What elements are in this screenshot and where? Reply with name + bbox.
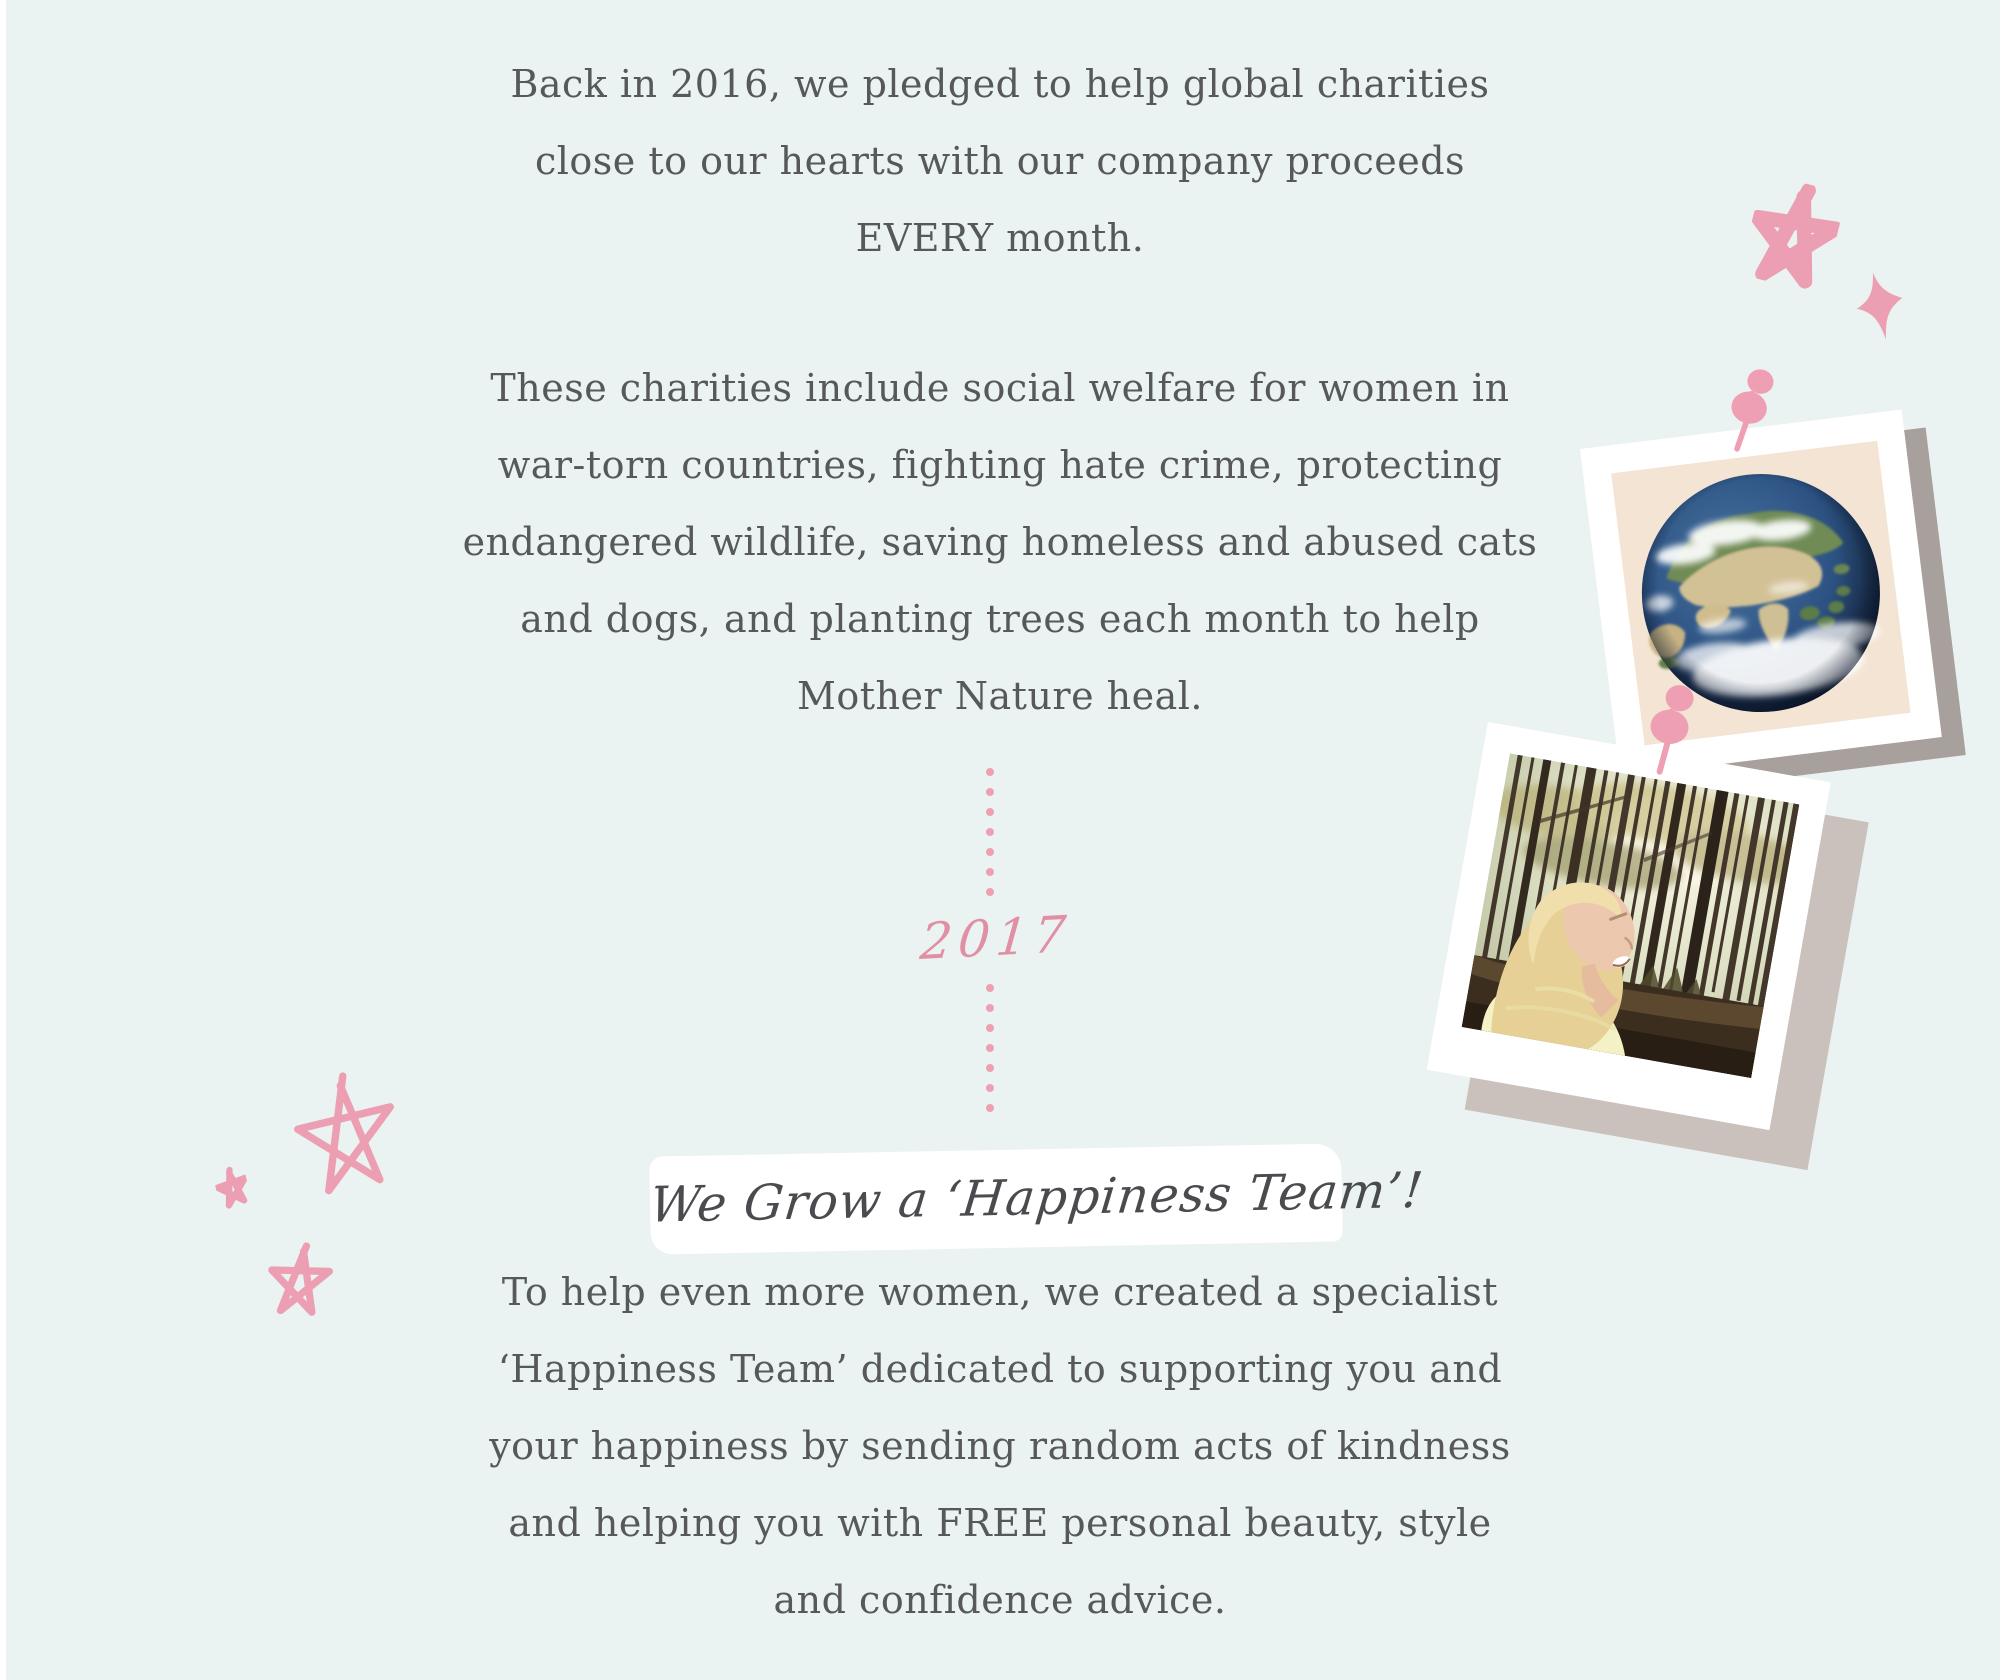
timeline-dot <box>986 1024 994 1032</box>
paragraph-line: These charities include social welfare for women in <box>490 366 1510 410</box>
star-doodle-icon <box>262 1238 337 1319</box>
pushpin-icon <box>1638 680 1714 780</box>
paragraph-line: endangered wildlife, saving homeless and abused cats <box>462 520 1538 564</box>
woman-polaroid <box>1427 722 1831 1130</box>
timeline-dot <box>986 1044 994 1052</box>
paragraph-line: To help even more women, we created a specialist <box>501 1270 1499 1314</box>
paragraph-line: EVERY month. <box>855 216 1145 260</box>
timeline-dot <box>986 984 994 992</box>
timeline-dot <box>986 768 994 776</box>
timeline-dot <box>986 1104 994 1112</box>
intro-paragraph <box>300 46 1700 277</box>
timeline-dot <box>986 1004 994 1012</box>
paragraph-line: Back in 2016, we pledged to help global charities <box>510 62 1490 106</box>
timeline-dot <box>986 888 994 896</box>
timeline-dot <box>986 1064 994 1072</box>
page-left-edge <box>0 0 6 1680</box>
paragraph-line: and confidence advice. <box>773 1578 1227 1622</box>
charities-paragraph <box>300 350 1700 735</box>
star-doodle-icon <box>285 1061 406 1202</box>
paragraph-line: Mother Nature heal. <box>797 674 1203 718</box>
timeline-year-label: 2017 <box>917 904 1075 972</box>
paragraph-line: and dogs, and planting trees each month to help <box>520 597 1480 641</box>
earth-polaroid <box>1580 410 1942 777</box>
timeline-dot <box>986 788 994 796</box>
timeline-dot <box>986 828 994 836</box>
timeline-dot <box>986 808 994 816</box>
timeline-dot <box>986 868 994 876</box>
pushpin-icon <box>1723 366 1787 456</box>
paragraph-line: close to our hearts with our company proceeds <box>534 139 1466 183</box>
woman-forest-photo <box>1462 753 1800 1078</box>
happiness-paragraph <box>300 1254 1700 1639</box>
sparkle-star-icon <box>1849 268 1910 344</box>
paragraph-line: war-torn countries, fighting hate crime, protecting <box>497 443 1503 487</box>
timeline-dot <box>986 848 994 856</box>
dotted-timeline-lower <box>986 984 994 1112</box>
happiness-heading-highlight <box>647 1143 1427 1254</box>
timeline-dot <box>986 1084 994 1092</box>
paragraph-line: and helping you with FREE personal beauty, style <box>508 1501 1492 1545</box>
star-doodle-icon <box>1739 173 1848 295</box>
paragraph-line: your happiness by sending random acts of kindness <box>489 1424 1511 1468</box>
star-doodle-icon <box>211 1161 253 1213</box>
paragraph-line: ‘Happiness Team’ dedicated to supporting you and <box>497 1347 1503 1391</box>
happiness-heading: We Grow a ‘Happiness Team’! <box>647 1161 1427 1234</box>
dotted-timeline-upper <box>986 768 994 896</box>
